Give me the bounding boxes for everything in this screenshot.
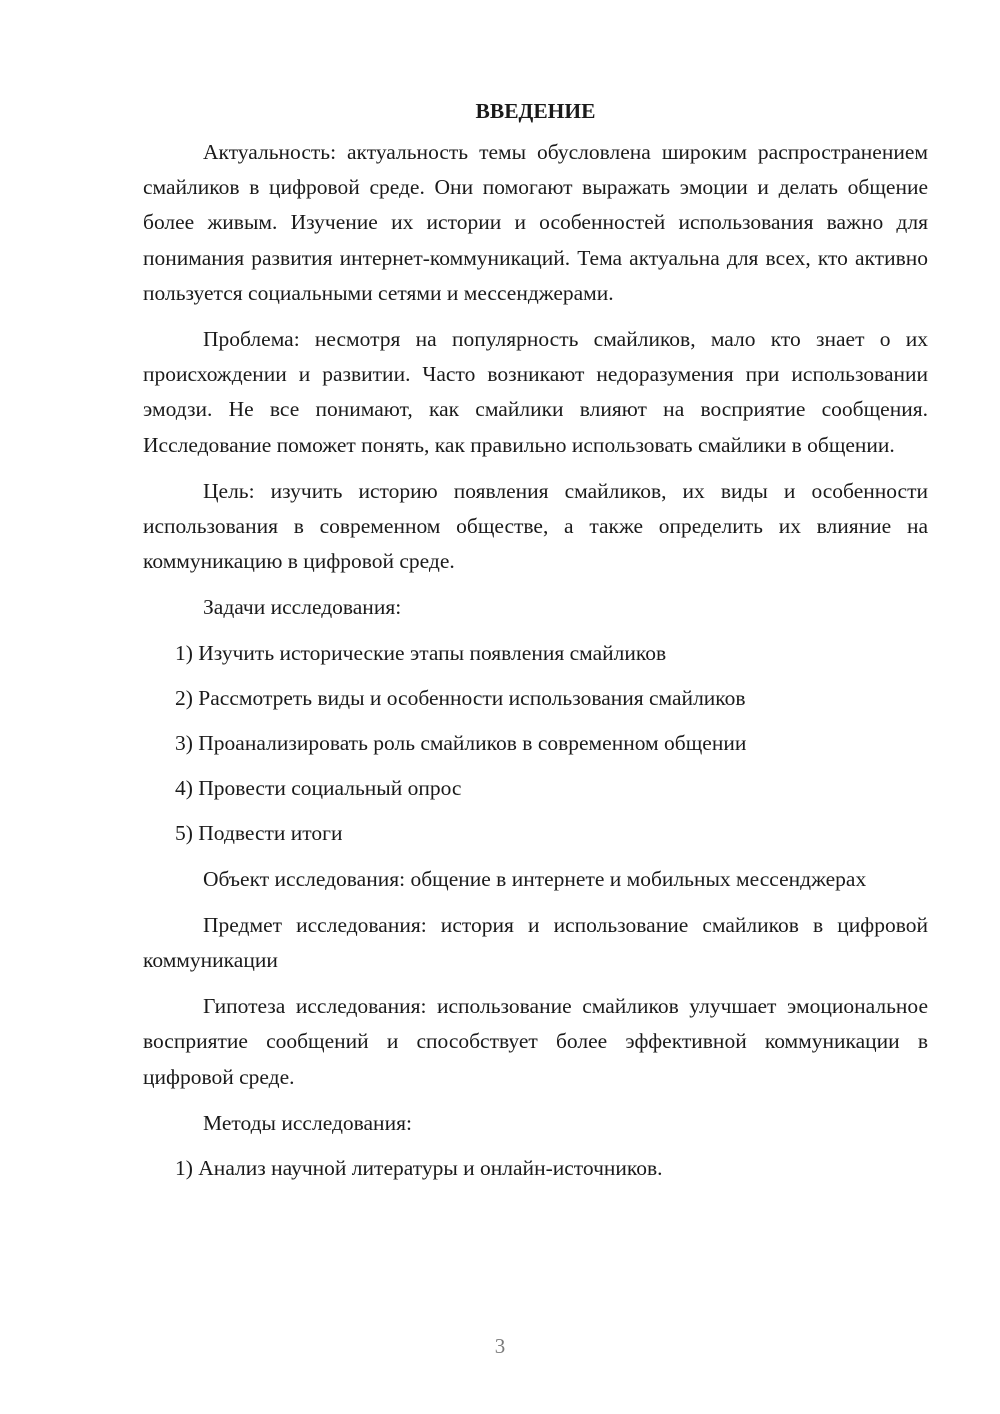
section-title: ВВЕДЕНИЕ	[475, 99, 596, 123]
task-item: 2) Рассмотреть виды и особенности использования смайликов	[175, 685, 746, 710]
tasks-heading: Задачи исследования:	[203, 595, 402, 620]
tasks-list	[143, 636, 928, 852]
page-body	[143, 96, 928, 1196]
task-item: 4) Провести социальный опрос	[175, 776, 462, 801]
task-item: 1) Изучить исторические этапы появления смайликов	[175, 640, 667, 665]
page-number: 3	[494, 1334, 506, 1358]
relevance-paragraph: Актуальность: актуальность темы обусловлена широким распространением смайликов в цифровой среде. Они помогают выражать эмоции и делать общение более живым. Изучение их истории и особенностей использования важно для понимания развития интернет-коммуникаций. Тема актуальна для всех, кто активно пользуется социальными сетями и мессенджерами.	[143, 140, 928, 305]
goal-paragraph: Цель: изучить историю появления смайликов, их виды и особенности использования в современном обществе, а также определить их влияние на коммуникацию в цифровой среде.	[143, 478, 928, 574]
object-paragraph: Объект исследования: общение в интернете и мобильных мессенджерах	[203, 866, 867, 891]
hypothesis-paragraph: Гипотеза исследования: использование смайликов улучшает эмоциональное восприятие сообщений и способствует более эффективной коммуникации в цифровой среде.	[143, 994, 928, 1089]
subject-paragraph: Предмет исследования: история и использование смайликов в цифровой коммуникации	[143, 912, 928, 973]
task-item: 5) Подвести итоги	[175, 821, 343, 846]
methods-heading: Методы исследования:	[203, 1110, 412, 1135]
task-item: 3) Проанализировать роль смайликов в современном общении	[175, 731, 747, 756]
methods-list	[143, 1151, 928, 1186]
method-item: 1) Анализ научной литературы и онлайн-источников.	[175, 1156, 663, 1181]
problem-paragraph: Проблема: несмотря на популярность смайликов, мало кто знает о их происхождении и развитии. Часто возникают недоразумения при использовании эмодзи. Не все понимают, как смайлики влияют на восприятие сообщения. Исследование поможет понять, как правильно использовать смайлики в общении.	[143, 327, 928, 457]
